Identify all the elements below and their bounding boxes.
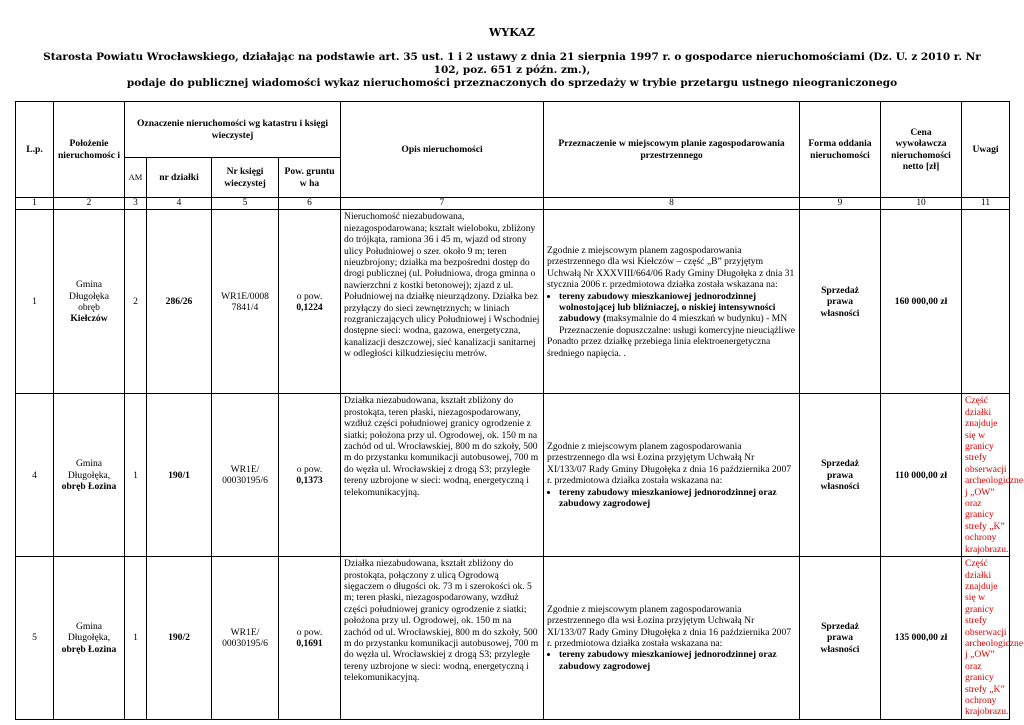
forma-line: prawa <box>826 632 854 644</box>
ksiega-line: WR1E/ <box>230 463 260 475</box>
ksiega-line: 00030195/6 <box>222 637 268 649</box>
row-location <box>54 394 125 557</box>
pow-label: o pow. <box>296 463 323 475</box>
row-location <box>54 210 125 394</box>
plan-extra: Przeznaczenie dopuszczalne: usługi komercyjne nieuciążliwe <box>559 324 796 336</box>
ksiega-line: WR1E/0008 <box>221 290 269 302</box>
location-line: Gmina <box>75 458 103 470</box>
pow-value: 0,1224 <box>296 301 323 313</box>
location-line: Długołęka, <box>67 632 111 644</box>
header-cena: Cena wywoławcza nieruchomości netto [zł] <box>881 102 962 198</box>
plan-bullet <box>559 291 796 325</box>
plan-list <box>547 487 796 510</box>
row-opis: Działka niezabudowana, kształt zbliżony do prostokąta, połączony z ulicą Ogrodową sięgaczem o długości ok. 73 m i szerokości ok. 5 m; teren płaski, niezagospodarowany, wzdłuż części południowej granicy ogrodzenie z siatki; położona przy ul. Ogrodowej, ok. 150 m na zachód od ul. Wrocławskiej, 800 m do szkoły, 500 m do przystanku komunikacji autobusowej, 700 m do węzła ul. Wrocławskiej z drogą S3; przyległe tereny uzbrojone w sieci: wodną, energetyczną i telekomunikacyjną. <box>341 557 544 720</box>
forma-line: Sprzedaż <box>821 284 859 296</box>
row-pow <box>279 210 341 394</box>
pow-value: 0,1691 <box>296 637 323 649</box>
location-line: Długołęka, <box>67 469 111 481</box>
plan-bullet-bold: tereny zabudowy mieszkaniowej jednorodzinnej wolnostojącej lub bliźniaczej, o niskiej intensywności zabudowy ( <box>559 290 776 325</box>
forma-line: własności <box>820 480 860 492</box>
col-number: 2 <box>54 198 125 210</box>
header-oznaczenie: Oznaczenie nieruchomości wg katastru i księgi wieczystej <box>125 102 341 158</box>
plan-bullet-rest: maksymalnie do 4 mieszkań w budynku) - MN <box>606 313 788 325</box>
row-forma <box>800 210 881 394</box>
location-line: Długołęka <box>69 290 109 302</box>
row-uwagi <box>962 210 1010 394</box>
document-subtitle <box>30 51 994 90</box>
ksiega-line: 7841/4 <box>231 301 259 313</box>
row-cena: 160 000,00 zł <box>881 210 962 394</box>
plan-bullet: • tereny zabudowy mieszkaniowej jednorodzinnej oraz zabudowy zagrodowej <box>559 487 796 510</box>
ksiega-line: WR1E/ <box>230 626 260 638</box>
row-am: 1 <box>125 557 147 720</box>
plan-intro: Zgodnie z miejscowym planem zagospodarowania przestrzennego dla wsi Łozina przyjętym Uchwałą Nr XI/133/07 Rady Gminy Długołęka z dnia 16 października 2007 r. przedmiotowa działka została wskazana na: <box>547 441 792 487</box>
col-number: 10 <box>881 198 962 210</box>
col-number: 11 <box>962 198 1010 210</box>
row-pow <box>279 394 341 557</box>
location-line: Gmina <box>75 620 103 632</box>
plan-list <box>547 649 796 672</box>
col-number: 1 <box>16 198 54 210</box>
table-row <box>16 394 1010 557</box>
row-lp: 1 <box>16 210 54 394</box>
row-pow <box>279 557 341 720</box>
col-number: 8 <box>544 198 800 210</box>
row-lp: 4 <box>16 394 54 557</box>
header-pow: Pow. gruntu w ha <box>279 158 341 198</box>
header-lp: L.p. <box>16 102 54 198</box>
header-polozenie: Położenie nieruchomośc i <box>54 102 125 198</box>
location-line: obręb <box>78 301 100 313</box>
col-number: 3 <box>125 198 147 210</box>
header-am: AM <box>125 158 147 198</box>
table-row <box>16 557 1010 720</box>
row-location <box>54 557 125 720</box>
col-number: 6 <box>279 198 341 210</box>
forma-line: Sprzedaż <box>821 620 859 632</box>
row-uwagi: Część działki znajduje się w granicy strefy obserwacji archeologiczne j „OW” oraz granicy strefy „K” ochrony krajobrazu. <box>962 394 1010 557</box>
forma-line: Sprzedaż <box>821 458 859 470</box>
forma-line: własności <box>820 307 860 319</box>
location-line: Gmina <box>75 279 103 291</box>
header-przeznaczenie: Przeznaczenie w miejscowym planie zagospodarowania przestrzennego <box>544 102 800 198</box>
row-forma <box>800 394 881 557</box>
plan-extra: Ponadto przez działkę przebiega linia elektroenergetyczna średniego napięcia. . <box>547 336 771 359</box>
row-lp: 5 <box>16 557 54 720</box>
plan-intro: Zgodnie z miejscowym planem zagospodarowania przestrzennego dla wsi Kiełczów – część „B” przyjętym Uchwałą Nr XXXVIII/664/06 Rady Gminy Długołęka z dnia 31 stycznia 2006 r. przedmiotowa działka została wskazana na: <box>547 244 795 291</box>
pow-value: 0,1373 <box>296 475 323 487</box>
column-numbers-row <box>16 198 1010 210</box>
row-nr-dzialki: 190/1 <box>147 394 212 557</box>
document-title: WYKAZ <box>489 26 535 39</box>
forma-line: własności <box>820 643 860 655</box>
row-forma <box>800 557 881 720</box>
header-opis: Opis nieruchomości <box>341 102 544 198</box>
location-line: obręb Łozina <box>61 480 117 492</box>
col-number: 7 <box>341 198 544 210</box>
row-przeznaczenie <box>544 210 800 394</box>
pow-label: o pow. <box>296 290 323 302</box>
plan-bullet: • tereny zabudowy mieszkaniowej jednorodzinnej oraz zabudowy zagrodowej <box>559 649 796 672</box>
header-forma: Forma oddania nieruchomości <box>800 102 881 198</box>
header-uwagi: Uwagi <box>962 102 1010 198</box>
pow-label: o pow. <box>296 626 323 638</box>
col-number: 4 <box>147 198 212 210</box>
row-ksiega <box>212 210 279 394</box>
header-nr-dzialki: nr działki <box>147 158 212 198</box>
subtitle-line-1: Starosta Powiatu Wrocławskiego, działając na podstawie art. 35 ust. 1 i 2 ustawy z dnia 21 sierpnia 1997 r. o gospodarce nieruchomościami (Dz. U. z 2010 r. Nr 102, poz. 651 z późn. zm.), <box>43 51 981 76</box>
row-ksiega <box>212 557 279 720</box>
row-cena: 110 000,00 zł <box>881 394 962 557</box>
col-number: 5 <box>212 198 279 210</box>
plan-list <box>547 291 796 325</box>
header-row-1 <box>16 102 1010 158</box>
row-cena: 135 000,00 zł <box>881 557 962 720</box>
col-number: 9 <box>800 198 881 210</box>
location-line: obręb Łozina <box>61 643 117 655</box>
forma-line: prawa <box>826 296 854 308</box>
row-nr-dzialki: 190/2 <box>147 557 212 720</box>
row-przeznaczenie <box>544 557 800 720</box>
location-line: Kiełczów <box>70 313 108 325</box>
ksiega-line: 00030195/6 <box>222 475 268 487</box>
row-am: 1 <box>125 394 147 557</box>
subtitle-line-2: podaje do publicznej wiadomości wykaz nieruchomości przeznaczonych do sprzedaży w trybie przetargu ustnego nieograniczonego <box>126 77 898 89</box>
row-przeznaczenie <box>544 394 800 557</box>
plan-intro: Zgodnie z miejscowym planem zagospodarowania przestrzennego dla wsi Łozina przyjętym Uchwałą Nr XI/133/07 Rady Gminy Długołęka z dnia 16 października 2007 r. przedmiotowa działka została wskazana na: <box>547 603 792 649</box>
row-am: 2 <box>125 210 147 394</box>
row-nr-dzialki: 286/26 <box>147 210 212 394</box>
forma-line: prawa <box>826 469 854 481</box>
table-row <box>16 210 1010 394</box>
row-uwagi: Część działki znajduje się w granicy strefy obserwacji archeologiczne j „OW” oraz granicy strefy „K” ochrony krajobrazu. <box>962 557 1010 720</box>
header-nr-ksiegi: Nr księgi wieczystej <box>212 158 279 198</box>
row-opis: Działka niezabudowana, kształt zbliżony do prostokąta, teren płaski, niezagospodarowany, wzdłuż części południowej granicy ogrodzenie z siatki; położona przy ul. Ogrodowej, ok. 150 m na zachód od ul. Wrocławskiej, 800 m do szkoły, 500 m do przystanku komunikacji autobusowej, 700 m do węzła ul. Wrocławskiej z drogą S3; przyległe tereny uzbrojone w sieci: wodną, energetyczną i telekomunikacyjną. <box>341 394 544 557</box>
property-table <box>15 101 1024 720</box>
row-opis: Nieruchomość niezabudowana, niezagospodarowana; kształt wieloboku, zbliżony do trójkąta, ramiona 36 i 45 m, wjazd od strony ulicy Południowej o szer. około 9 m; teren nieuzbrojony; działka ma bezpośredni dostęp do drogi publicznej (ul. Południowa, droga gminna o nawierzchni z kostki betonowej); zjazd z ul. Południowej na działkę nieurządzony. Działka bez przyłączy do sieci zewnętrznych; w liniach rozgraniczających ulicy Południowej i Wschodniej dostępne sieci: wodna, gazowa, energetyczna, kanalizacji deszczowej, sieć kanalizacji sanitarnej w odległości kilkudziesięciu metrów. <box>341 210 544 394</box>
row-ksiega <box>212 394 279 557</box>
